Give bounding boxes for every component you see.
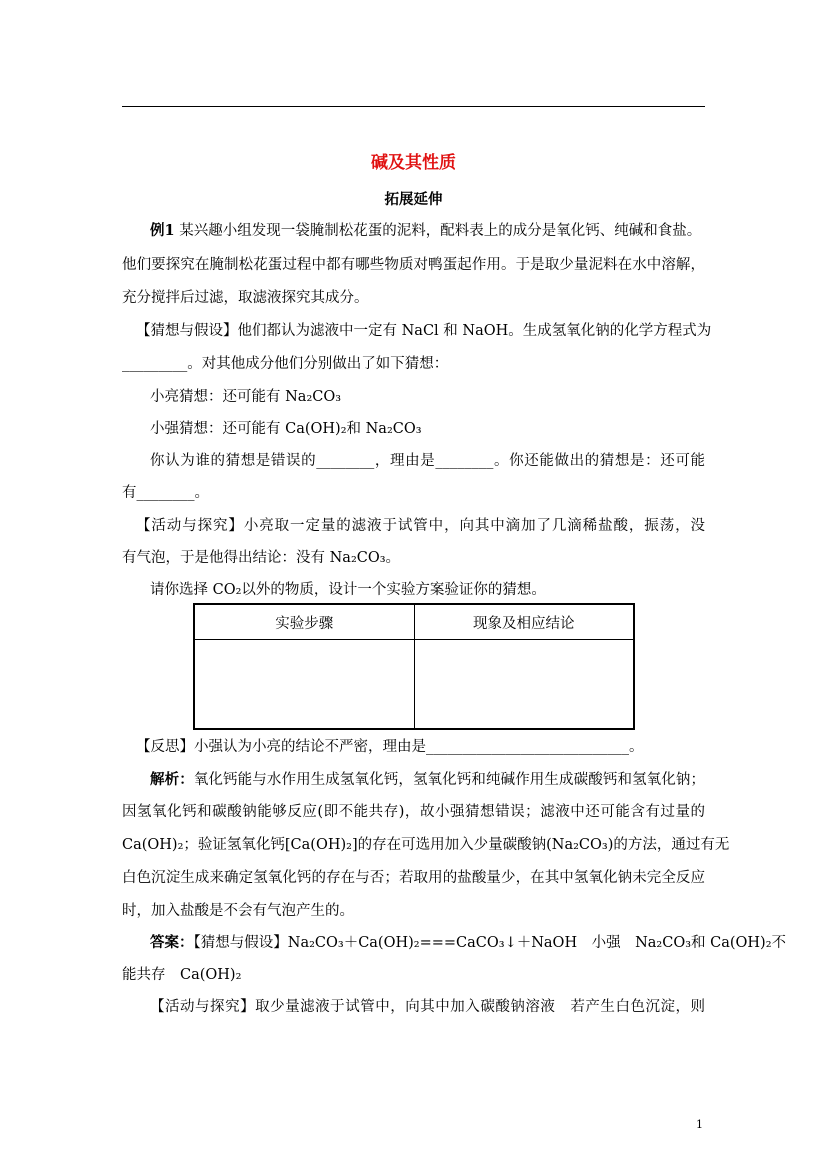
example-text-1: 某兴趣小组发现一袋腌制松花蛋的泥料，配料表上的成分是氧化钙、纯碱和食盐。 [179,223,702,239]
answer-line-1 [150,931,787,952]
activity-line-2: 有气泡，于是他得出结论：没有 Na₂CO₃。 [122,550,401,566]
question-line-1: 你认为谁的猜想是错误的________，理由是________。你还能做出的猜想是：还可能 [150,453,705,469]
hypothesis-line-2: _________。对其他成分他们分别做出了如下猜想： [122,356,449,372]
activity-label: 【活动与探究】 [136,518,244,534]
analysis-line-2: 因氢氧化钙和碳酸钠能够反应(即不能共存)，故小强猜想错误；滤液中还可能含有过量的 [122,804,705,820]
question-line-2: 有________。 [122,485,209,501]
example-line-2: 他们要探究在腌制松花蛋过程中都有哪些物质对鸭蛋起作用。于是取少量泥料在水中溶解， [122,257,705,273]
table-cell-results [414,640,634,730]
table-cell-steps [194,640,414,730]
table-header-results: 现象及相应结论 [414,604,634,640]
hypothesis-line-1 [136,319,711,340]
answer-line-3 [150,995,705,1016]
section-subtitle: 拓展延伸 [384,191,443,208]
analysis-text-1: 氧化钙能与水作用生成氢氧化钙，氢氧化钙和纯碱作用生成碳酸钙和氢氧化钠； [193,772,706,788]
activity-text: 小亮取一定量的滤液于试管中，向其中滴加了几滴稀盐酸，振荡，没 [243,518,706,534]
hypothesis-label: 【猜想与假设】 [136,323,238,339]
answer-text-3: 取少量滤液于试管中，向其中加入碳酸钠溶液 若产生白色沉淀，则 [255,999,706,1015]
xiaoliang-guess: 小亮猜想：还可能有 Na₂CO₃ [150,389,342,405]
answer-label: 答案： [150,934,194,951]
activity-line-1 [136,514,705,535]
answer-text-1: Na₂CO₃＋Ca(OH)₂===CaCO₃↓＋NaOH 小强 Na₂CO₃和 Ca(OH)₂不 [287,935,787,951]
experiment-table [193,603,635,730]
page-number: 1 [696,1118,703,1131]
analysis-line-3: Ca(OH)₂；验证氢氧化钙[Ca(OH)₂]的存在可选用加入少量碳酸钠(Na₂CO₃)的方法，通过有无 [122,837,730,853]
table-header-steps: 实验步骤 [194,604,414,640]
design-instruction: 请你选择 CO₂以外的物质，设计一个实验方案验证你的猜想。 [150,582,546,598]
document-title: 碱及其性质 [371,153,456,173]
example-label: 例1 [150,222,175,239]
analysis-line-4: 白色沉淀生成来确定氢氧化钙的存在与否；若取用的盐酸量少，在其中氢氧化钠未完全反应 [122,870,705,886]
reflection-label: 【反思】 [136,739,194,755]
example-line-3: 充分搅拌后过滤，取滤液探究其成分。 [122,290,369,306]
answer-hypothesis-label: 【猜想与假设】 [193,935,288,951]
answer-activity-label: 【活动与探究】 [150,999,256,1015]
xiaoqiang-guess: 小强猜想：还可能有 Ca(OH)₂和 Na₂CO₃ [150,421,422,437]
header-rule [122,106,705,107]
reflection-line [136,735,644,756]
analysis-line-5: 时，加入盐酸是不会有气泡产生的。 [122,903,354,919]
reflection-text: 小强认为小亮的结论不严密，理由是____________________________。 [194,739,644,755]
example-line-1 [150,219,701,240]
analysis-label: 解析： [150,771,194,788]
hypothesis-text: 他们都认为滤液中一定有 NaCl 和 NaOH。生成氢氧化钠的化学方程式为 [237,323,712,339]
answer-line-2: 能共存 Ca(OH)₂ [122,967,242,983]
analysis-line-1 [150,768,705,789]
